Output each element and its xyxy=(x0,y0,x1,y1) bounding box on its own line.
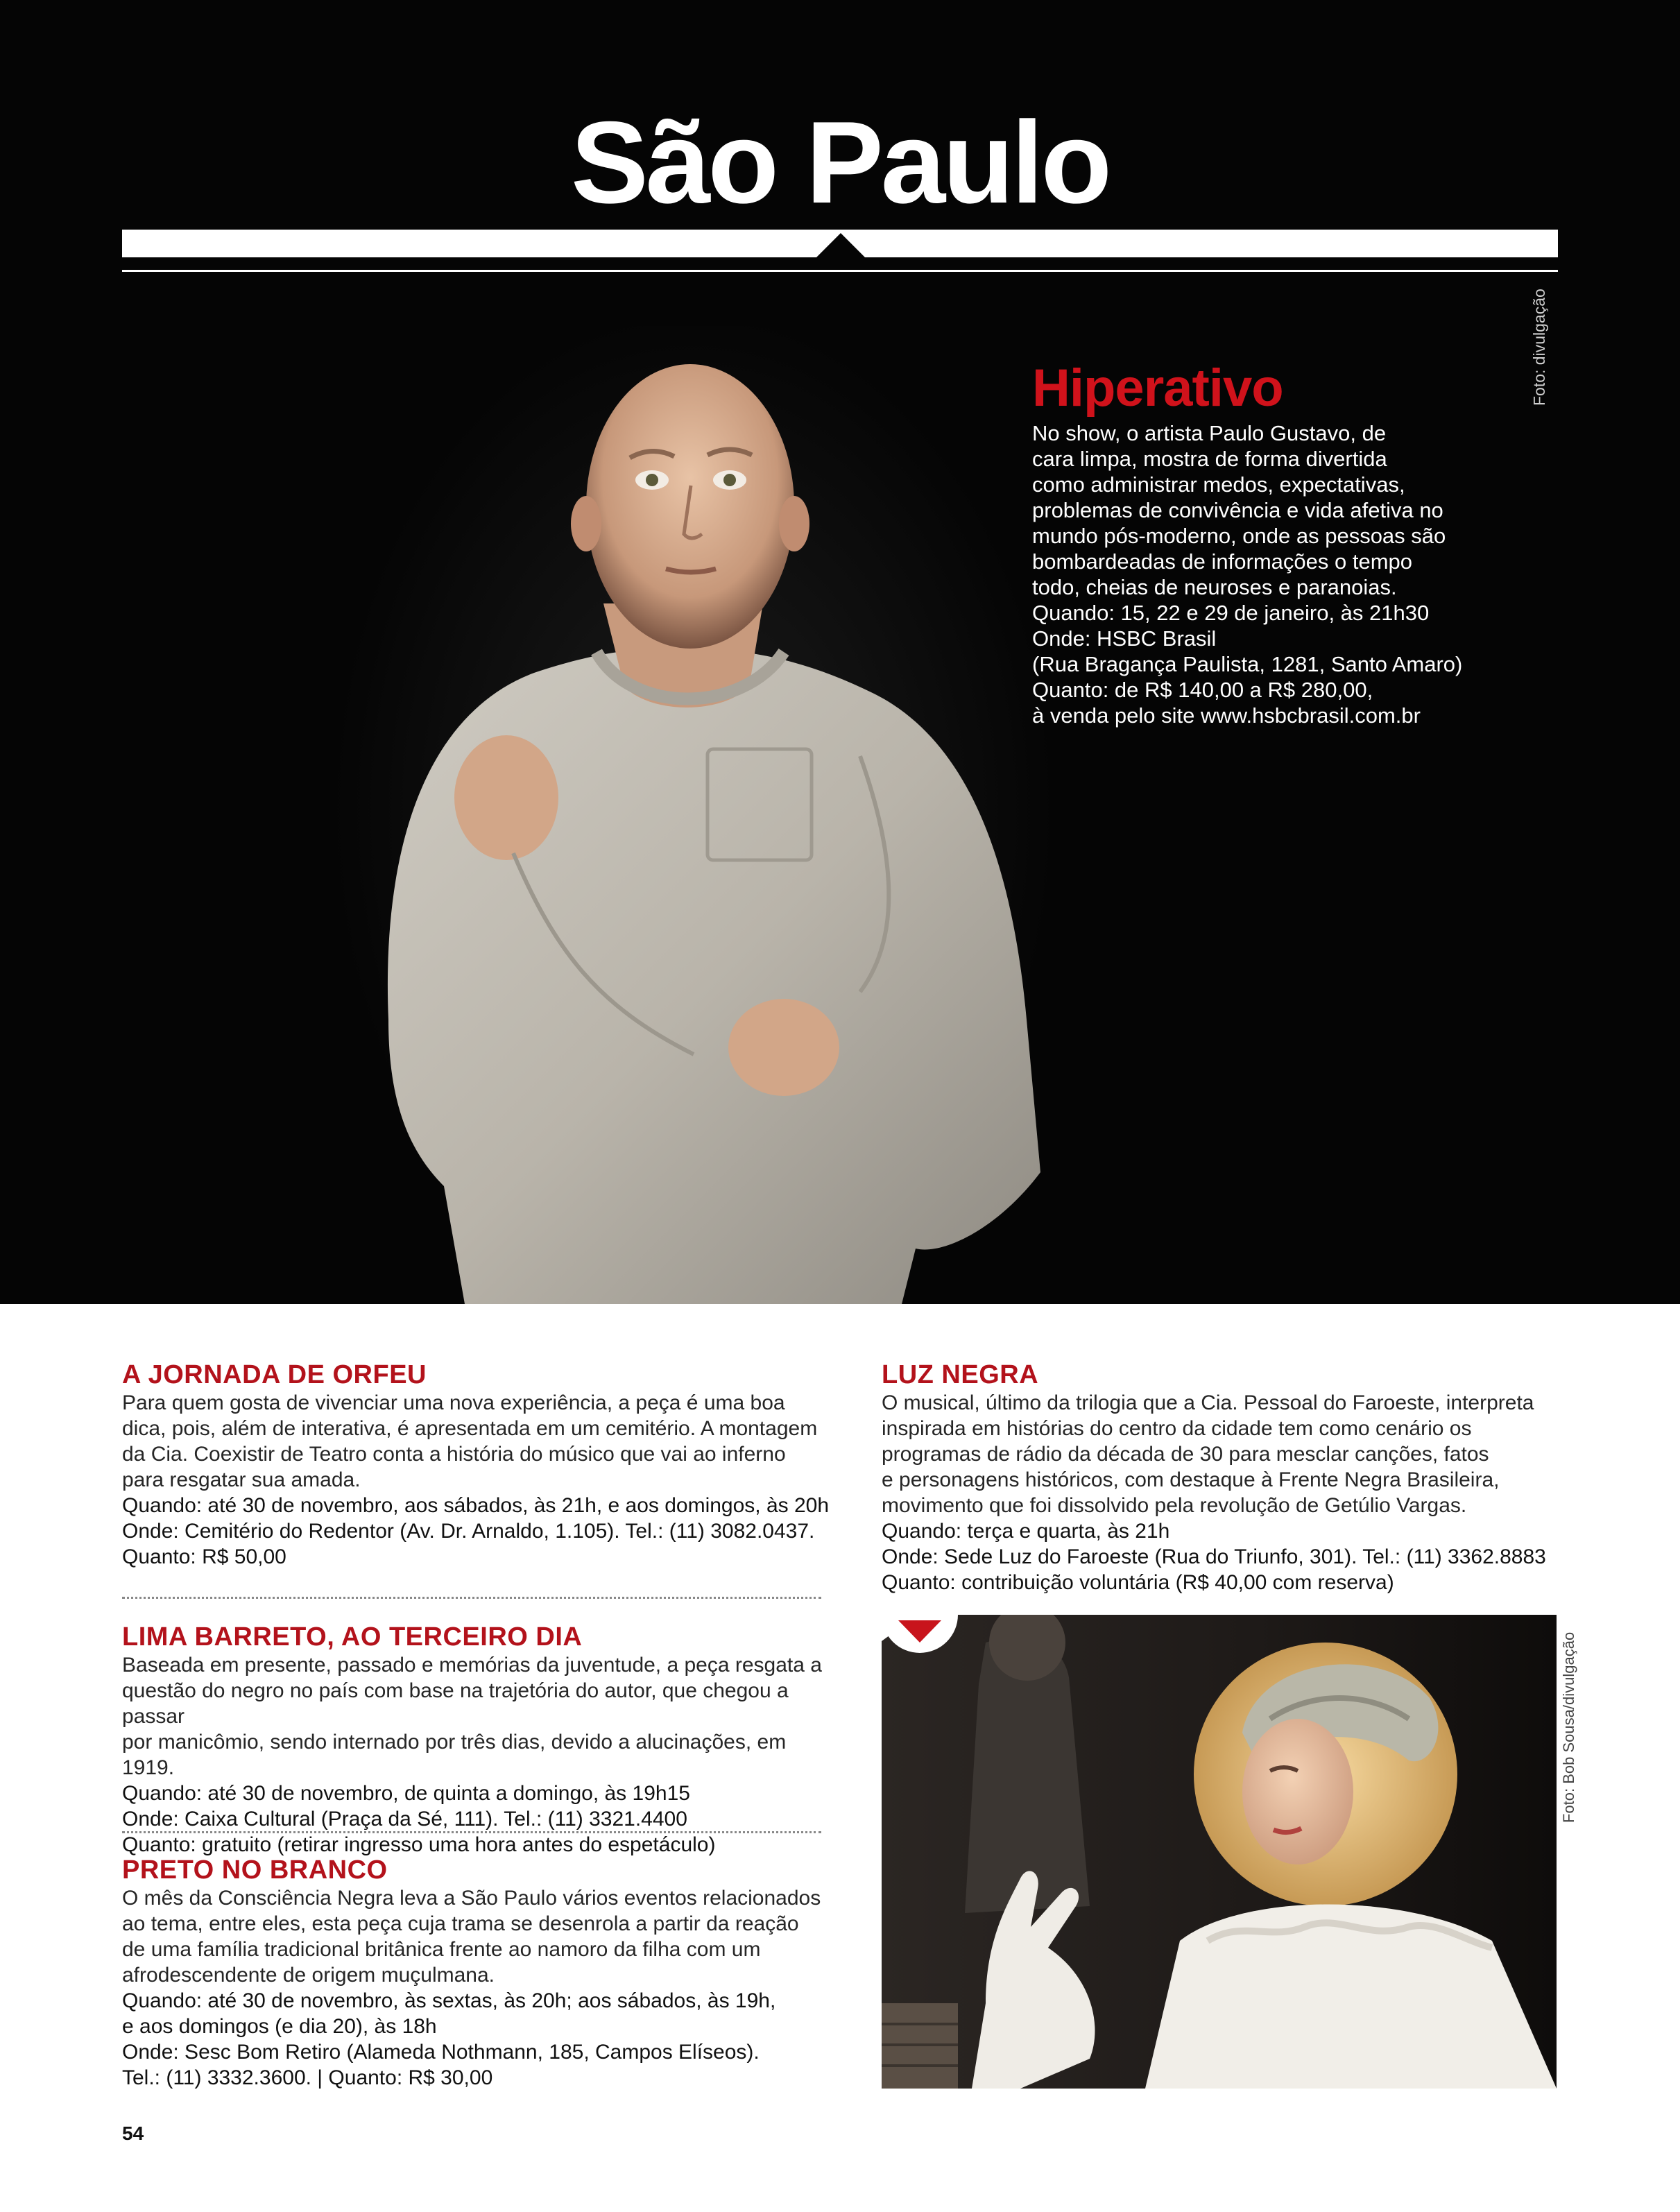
listing-text-line: questão do negro no país com base na trajetória do autor, que chegou a passar xyxy=(122,1679,789,1728)
performer-photo xyxy=(305,326,1068,1304)
feature-text-line: todo, cheias de neuroses e paranoias. xyxy=(1032,575,1397,599)
feature-ticket-site: à venda pelo site www.hsbcbrasil.com.br xyxy=(1032,703,1421,728)
listing-price: Quanto: contribuição voluntária (R$ 40,00 com reserva) xyxy=(882,1571,1394,1594)
feature-text-line: mundo pós-moderno, onde as pessoas são xyxy=(1032,524,1446,548)
photo-credit: Foto: divulgação xyxy=(1530,289,1548,406)
title-rule-thin xyxy=(122,270,1558,272)
listing-title: A JORNADA DE ORFEU xyxy=(122,1360,427,1389)
listing-text-line: por manicômio, sendo internado por três dias, devido a alucinações, em 1919. xyxy=(122,1731,787,1779)
listing-when: Quando: terça e quarta, às 21h xyxy=(882,1520,1170,1543)
feature-when: Quando: 15, 22 e 29 de janeiro, às 21h30 xyxy=(1032,601,1430,625)
listing-title: PRETO NO BRANCO xyxy=(122,1855,388,1885)
feature-text-line: cara limpa, mostra de forma divertida xyxy=(1032,447,1387,471)
listing-text-line: Baseada em presente, passado e memórias da juventude, a peça resgata a xyxy=(122,1654,822,1677)
feature-text-line: No show, o artista Paulo Gustavo, de xyxy=(1032,421,1387,445)
listing-text-line: movimento que foi dissolvido pela revolução de Getúlio Vargas. xyxy=(882,1494,1467,1517)
listing-title: LIMA BARRETO, AO TERCEIRO DIA xyxy=(122,1622,583,1652)
listing-when-extra: e aos domingos (e dia 20), às 18h xyxy=(122,2015,437,2038)
listing-price: Quanto: R$ 50,00 xyxy=(122,1545,286,1568)
feature-text-line: bombardeadas de informações o tempo xyxy=(1032,549,1412,574)
listing-phone-price: Tel.: (11) 3332.3600. | Quanto: R$ 30,00 xyxy=(122,2066,493,2089)
feature-text-line: problemas de convivência e vida afetiva no xyxy=(1032,498,1443,522)
listing-text-line: inspirada em histórias do centro da cidade tem como cenário os xyxy=(882,1417,1472,1440)
stage-photo xyxy=(882,1615,1557,2089)
listing-orfeu xyxy=(122,1360,837,1570)
listing-text-line: dica, pois, além de interativa, é apresentada em um cemitério. A montagem xyxy=(122,1417,818,1440)
feature-article xyxy=(1032,359,1532,728)
listing-text-line: para resgatar sua amada. xyxy=(122,1468,361,1491)
feature-where: Onde: HSBC Brasil xyxy=(1032,626,1217,651)
listing-where: Onde: Cemitério do Redentor (Av. Dr. Arnaldo, 1.105). Tel.: (11) 3082.0437. xyxy=(122,1520,815,1543)
feature-title: Hiperativo xyxy=(1032,359,1283,418)
listing-text-line: e personagens históricos, com destaque à Frente Negra Brasileira, xyxy=(882,1468,1500,1491)
listing-text-line: programas de rádio da década de 30 para mesclar canções, fatos xyxy=(882,1443,1489,1466)
feature-text-line: como administrar medos, expectativas, xyxy=(1032,472,1405,497)
listing-where: Onde: Sede Luz do Faroeste (Rua do Triunfo, 301). Tel.: (11) 3362.8883 xyxy=(882,1545,1546,1568)
photo-credit: Foto: Bob Sousa/divulgação xyxy=(1560,1631,1577,1823)
listing-luz-negra xyxy=(882,1360,1575,1595)
listing-text-line: O mês da Consciência Negra leva a São Paulo vários eventos relacionados xyxy=(122,1887,821,1910)
listing-title: LUZ NEGRA xyxy=(882,1360,1039,1389)
listing-when: Quando: até 30 de novembro, aos sábados, às 21h, e aos domingos, às 20h xyxy=(122,1494,830,1517)
listing-text-line: O musical, último da trilogia que a Cia. Pessoal do Faroeste, interpreta xyxy=(882,1391,1534,1414)
dotted-divider xyxy=(122,1597,821,1599)
actress-illustration xyxy=(882,1615,1557,2089)
listing-preto-no-branco xyxy=(122,1855,837,2091)
page-number: 54 xyxy=(122,2123,144,2144)
section-title: São Paulo xyxy=(570,97,1110,228)
listing-where: Onde: Sesc Bom Retiro (Alameda Nothmann, 185, Campos Elíseos). xyxy=(122,2041,760,2064)
listing-where: Onde: Caixa Cultural (Praça da Sé, 111). Tel.: (11) 3321.4400 xyxy=(122,1808,687,1831)
listing-text-line: de uma família tradicional britânica frente ao namoro da filha com um xyxy=(122,1938,761,1961)
listing-text-line: afrodescendente de origem muçulmana. xyxy=(122,1964,495,1987)
listing-when: Quando: até 30 de novembro, de quinta a domingo, às 19h15 xyxy=(122,1782,690,1805)
title-rule-notch xyxy=(814,233,867,259)
listing-text-line: da Cia. Coexistir de Teatro conta a história do músico que vai ao inferno xyxy=(122,1443,786,1466)
listing-text-line: ao tema, entre eles, esta peça cuja trama se desenrola a partir da reação xyxy=(122,1912,799,1935)
chevron-down-icon xyxy=(882,1615,958,1656)
dotted-divider xyxy=(122,1831,821,1833)
listing-price: Quanto: gratuito (retirar ingresso uma hora antes do espetáculo) xyxy=(122,1833,716,1856)
listing-text-line: Para quem gosta de vivenciar uma nova experiência, a peça é uma boa xyxy=(122,1391,785,1414)
feature-address: (Rua Bragança Paulista, 1281, Santo Amaro) xyxy=(1032,652,1463,676)
feature-price: Quanto: de R$ 140,00 a R$ 280,00, xyxy=(1032,678,1373,702)
listing-lima-barreto xyxy=(122,1622,837,1858)
listing-when: Quando: até 30 de novembro, às sextas, às 20h; aos sábados, às 19h, xyxy=(122,1989,776,2012)
